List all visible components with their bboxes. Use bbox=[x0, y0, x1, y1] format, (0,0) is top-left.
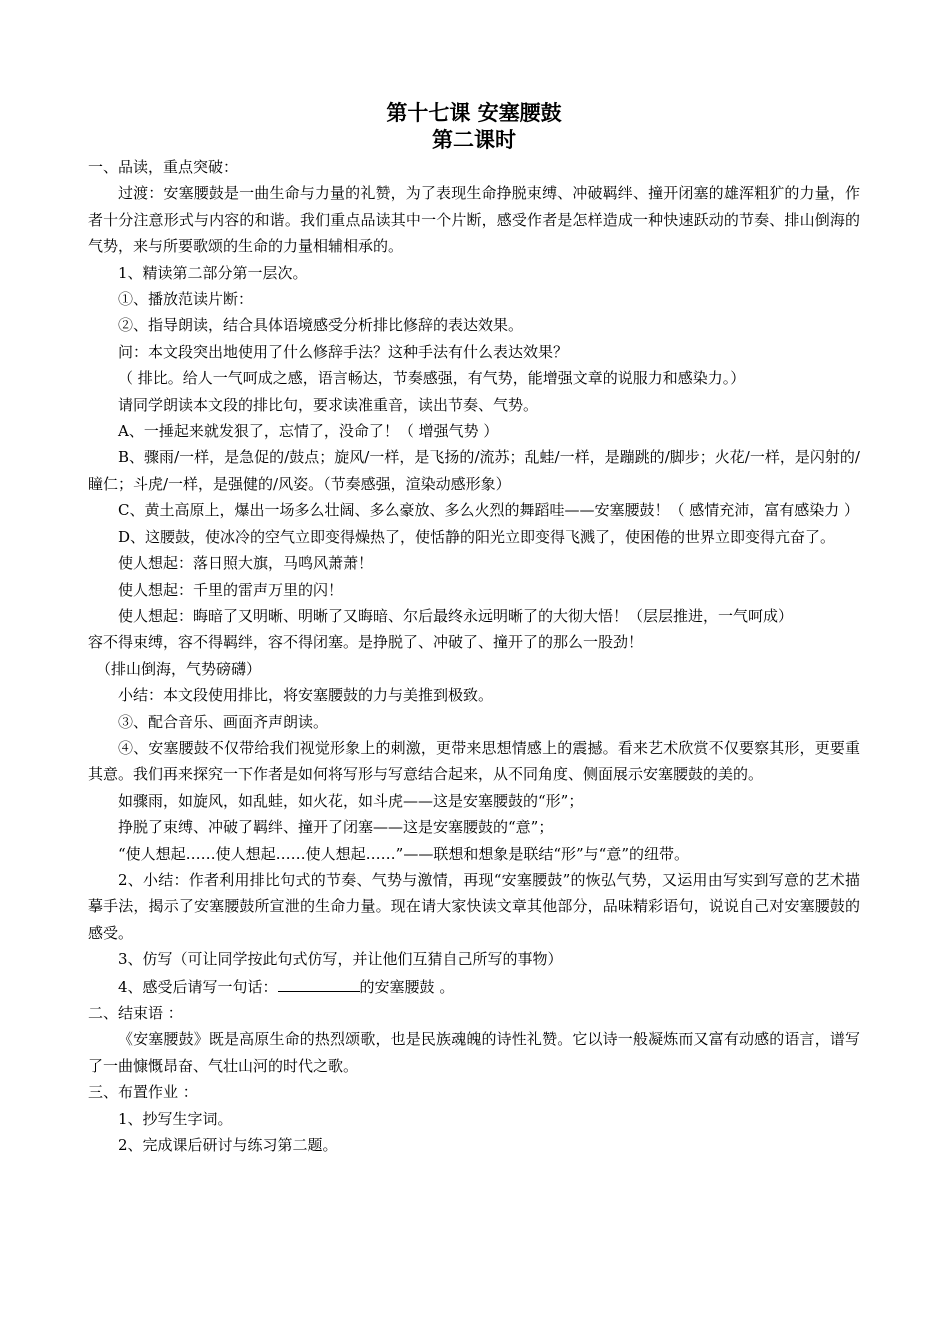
association-3: 使人想起：晦暗了又明晰、明晰了又晦暗、尔后最终永远明晰了的大彻大悟！（层层推进，一气呵成） bbox=[118, 606, 794, 625]
homework-1: 1、抄写生字词。 bbox=[118, 1109, 233, 1128]
item-4-suffix: 的安塞腰鼓 。 bbox=[359, 977, 455, 996]
example-a: A、一捶起来就发狠了，忘情了，没命了！（ 增强气势 ） bbox=[118, 422, 499, 441]
example-c: C、黄土高原上，爆出一场多么壮阔、多么豪放、多么火烈的舞蹈哇——安塞腰鼓！（ 感情充沛，富有感染力 ） bbox=[118, 501, 860, 520]
question: 问：本文段突出地使用了什么修辞手法？这种手法有什么表达效果？ bbox=[118, 342, 569, 361]
example-b: B、骤雨/一样，是急促的/鼓点；旋风/一样，是飞扬的/流苏；乱蛙/一样，是蹦跳的/脚步；火花/一样，是闪射的/瞳仁；斗虎/一样，是强健的/风姿。（节奏感强，渲染动感形象） bbox=[88, 448, 860, 493]
item-3: 3、仿写（可让同学按此句式仿写，并让他们互猜自己所写的事物） bbox=[118, 950, 563, 969]
item-2: 2、小结：作者利用排比句式的节奏、气势与激情，再现“安塞腰鼓”的恢弘气势，又运用由写实到写意的艺术描摹手法，揭示了安塞腰鼓所宣泄的生命力量。现在请大家快读文章其他部分，品味精彩语句，说说自己对安塞腰鼓的感受。 bbox=[88, 870, 860, 942]
item-4 bbox=[88, 973, 860, 1000]
summary-1: 小结：本文段使用排比，将安塞腰鼓的力与美推到极致。 bbox=[118, 686, 494, 705]
section-3-heading: 三、布置作业 ： bbox=[88, 1083, 198, 1102]
association-2: 使人想起：千里的雷声万里的闪！ bbox=[118, 580, 344, 599]
ending-paragraph: 《安塞腰鼓》既是高原生命的热烈颂歌，也是民族魂魄的诗性礼赞。它以诗一般凝炼而又富有动感的语言，谱写了一曲慷慨昂奋、气壮山河的时代之歌。 bbox=[88, 1030, 860, 1075]
step-4: ④、安塞腰鼓不仅带给我们视觉形象上的刺激，更带来思想情感上的震撼。看来艺术欣赏不仅要察其形，更要重其意。我们再来探究一下作者是如何将写形与写意结合起来，从不同角度、侧面展示安塞腰鼓的美的。 bbox=[88, 738, 860, 784]
homework-2: 2、完成课后研讨与练习第二题。 bbox=[118, 1136, 338, 1155]
paishan-note: （排山倒海，气势磅礴） bbox=[96, 659, 262, 678]
step-1: ①、播放范读片断： bbox=[118, 290, 254, 309]
answer: （ 排比。给人一气呵成之感，语言畅达，节奏感强，有气势，能增强文章的说服力和感染力。） bbox=[118, 369, 746, 388]
lesson-title: 第十七课 安塞腰鼓 bbox=[386, 101, 562, 125]
example-d: D、这腰鼓，使冰冷的空气立即变得燥热了，使恬静的阳光立即变得飞溅了，使困倦的世界立即变得亢奋了。 bbox=[118, 527, 836, 546]
step-3: ③、配合音乐、画面齐声朗读。 bbox=[118, 712, 329, 731]
item-4-prefix: 4、感受后请写一句话： bbox=[118, 977, 278, 996]
item-1: 1、精读第二部分第一层次。 bbox=[118, 263, 308, 282]
yi-line: 挣脱了束缚、冲破了羁绊、撞开了闭塞——这是安塞腰鼓的“意”； bbox=[118, 818, 554, 837]
lianxiang-line: “使人想起……使人想起……使人想起……”——联想和想象是联结“形”与“意”的纽带。 bbox=[118, 844, 690, 863]
rong-line: 容不得束缚，容不得羁绊，容不得闭塞。是挣脱了、冲破了、撞开了的那么一股劲！ bbox=[88, 633, 644, 652]
lesson-subtitle: 第二课时 bbox=[432, 128, 516, 152]
step-2: ②、指导朗读，结合具体语境感受分析排比修辞的表达效果。 bbox=[118, 316, 524, 335]
xing-line: 如骤雨，如旋风，如乱蛙，如火花，如斗虎——这是安塞腰鼓的“形”； bbox=[118, 791, 584, 810]
transition-paragraph: 过渡：安塞腰鼓是一曲生命与力量的礼赞，为了表现生命挣脱束缚、冲破羁绊、撞开闭塞的雄浑粗犷的力量，作者十分注意形式与内容的和谐。我们重点品读其中一个片断，感受作者是怎样造成一种快速跃动的节奏、排山倒海的气势，来与所要歌颂的生命的力量相辅相承的。 bbox=[88, 184, 860, 256]
fill-in-blank[interactable] bbox=[278, 973, 360, 992]
section-1-heading: 一、品读，重点突破： bbox=[88, 158, 239, 176]
association-1: 使人想起：落日照大旗，马鸣风萧萧！ bbox=[118, 554, 374, 573]
section-2-heading: 二、结束语 ： bbox=[88, 1004, 183, 1022]
reading-request: 请同学朗读本文段的排比句，要求读准重音，读出节奏、气势。 bbox=[118, 395, 539, 414]
document-page bbox=[88, 100, 860, 1158]
